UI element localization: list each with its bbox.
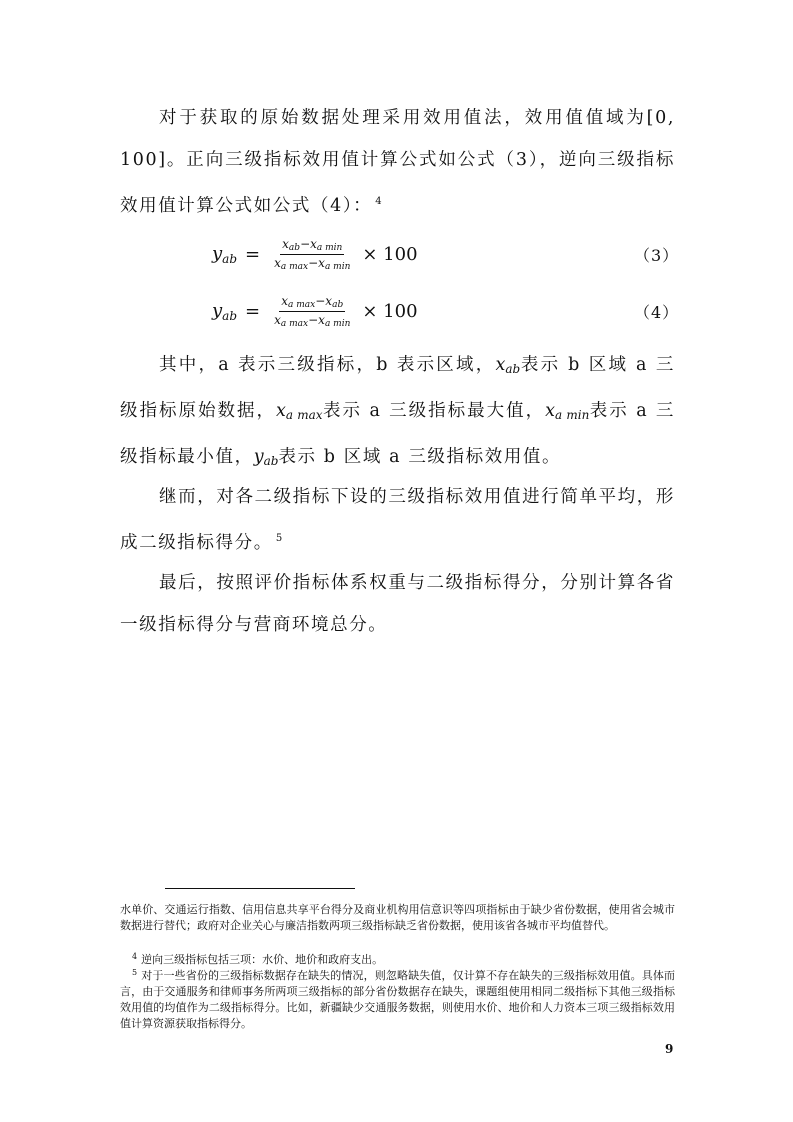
page-number: 9 [665,1042,674,1056]
math-x-ab: $x_{ab}$ [495,355,521,376]
footnote-4: $^4$ 逆向三级指标包括三项：水价、地价和政府支出。 [132,952,384,966]
footnote-separator [165,888,355,889]
paragraph-utility-method: 对于获取的原始数据处理采用效用值法，效用值值域为[0, 100]。正向三级指标效用值计算公式如公式（3），逆向三级指标效用值计算公式如公式（4）： $^4$ [120,108,675,216]
equation-3-lhs: $y_{ab}$ [212,242,238,266]
footnote-4-mark: 4 [132,952,138,961]
equation-4: $y_{ab}$ = $\frac{x_{a max}-x_{ab}}{x_{a max}-x_{a min}}$ × 100 [212,293,418,329]
footnote-5-mark: 5 [132,968,138,977]
equation-4-fraction: $\frac{x_{a max}-x_{ab}}{x_{a max}-x_{a min}}$ [274,293,351,329]
equation-3-number: （3） [634,246,680,265]
footnote-ref-4[interactable]: 4 [375,196,382,207]
footnote-ref-5[interactable]: 5 [275,533,283,544]
paragraph-variable-definitions: 其中，a 表示三级指标，b 表示区域，$x_{ab}$表示 b 区域 a 三级指标原始数据，$x_{a max}$表示 a 三级指标最大值，$x_{a min}$表示 a 三级指标最小值，$y_{ab}$表示 b 区域 a 三级指标效用值。 [120,355,675,468]
footnote-continued: 水单价、交通运行指数、信用信息共享平台得分及商业机构用信意识等四项指标由于缺少省份数据，使用省会城市数据进行替代；政府对企业关心与廉洁指数两项三级指标缺乏省份数据，使用该省各城市平均值替代。 [120,903,675,932]
paragraph-second-level-score: 继而，对各二级指标下设的三级指标效用值进行简单平均，形成二级指标得分。 $^5$ [120,487,675,553]
paragraph-total-score: 最后，按照评价指标体系权重与二级指标得分，分别计算各省一级指标得分与营商环境总分。 [120,573,675,635]
footnote-5: $^5$ 对于一些省份的三级指标数据存在缺失的情况，则忽略缺失值，仅计算不存在缺失的三级指标效用值。具体而言，由于交通服务和律师事务所两项三级指标的部分省份数据存在缺失，课题组使用相同二级指标下其他三级指标效用值的均值作为二级指标得分。比如，新疆缺少交通服务数据，则使用水价、地价和人力资本三项三级指标效用值计算资源获取指标得分。 [120,968,675,1030]
equation-3-fraction: $\frac{x_{ab}-x_{a min}}{x_{a max}-x_{a min}}$ [274,236,351,272]
math-x-amin: $x_{a min}$ [545,401,590,422]
equation-4-number: （4） [634,303,680,322]
math-y-ab: $y_{ab}$ [253,447,279,468]
equation-3: $y_{ab}$ = $\frac{x_{ab}-x_{a min}}{x_{a max}-x_{a min}}$ × 100 [212,236,418,272]
math-x-amax: $x_{a max}$ [276,401,323,422]
equation-4-lhs: $y_{ab}$ [212,299,238,323]
